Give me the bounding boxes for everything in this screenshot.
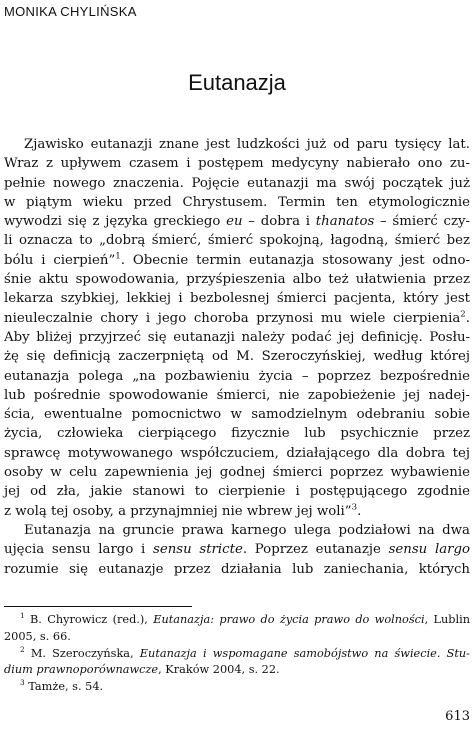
footnote-marker: 2 [20, 644, 25, 654]
text-line [4, 502, 470, 521]
text-run: Eutanazja na gruncie prawa karnego ulega podziałowi na dwa [24, 522, 470, 538]
text-line [4, 289, 470, 308]
text-run: jej od zła, jakie stanowi to cierpienie i postępującego zgodnie [4, 484, 470, 500]
text-run: żę się definicją zaczerpniętą od M. Szeroczyńskiej, według której [4, 349, 470, 365]
text-line [4, 405, 470, 424]
text-run: eu [226, 214, 243, 230]
text-run: . Poprzez eutanazje [242, 542, 389, 558]
text-line [4, 212, 470, 231]
text-run: 2005, s. 66. [4, 629, 71, 643]
text-run: dium prawnoporównawcze [4, 663, 159, 677]
text-run: M. Szeroczyńska, [24, 646, 140, 660]
text-run: ujęcia sensu largo i [4, 542, 154, 558]
running-head-author: MONIKA CHYLIŃSKA [4, 4, 137, 19]
text-line [4, 386, 470, 405]
text-line [4, 424, 470, 443]
text-run: pełnie nowego znaczenia. Pojęcie eutanazji ma swój początek już [4, 175, 470, 191]
text-run: Wraz z upływem czasem i postępem medycyny nabierało ono zu- [4, 156, 470, 172]
body-text [4, 135, 470, 579]
text-line [4, 540, 470, 559]
text-line [4, 270, 470, 289]
chapter-title: Eutanazja [188, 70, 286, 95]
text-run: rozumie się eutanazje przez działania lub zaniechania, których [4, 561, 470, 577]
text-run: śnie aktu spowodowania, przyśpieszenia albo też ułatwienia przez [4, 272, 470, 288]
footnote-line [4, 679, 470, 696]
text-run: bólu i cierpień” [4, 252, 116, 268]
text-run: w piątym wieku przed Chrystusem. Termin ten etymologicznie [4, 194, 470, 210]
footnote-line [4, 629, 470, 646]
page-number: 613 [445, 709, 470, 724]
text-run: . [465, 310, 470, 326]
text-line [4, 463, 470, 482]
text-run: sprawcę motywowanego współczuciem, działającego dla dobra tej [4, 445, 470, 461]
footnote-marker: 1 [115, 251, 121, 262]
text-line [4, 347, 470, 366]
text-run: B. Chyrowicz (red.), [24, 613, 154, 626]
text-line [4, 135, 470, 154]
text-line [4, 328, 470, 347]
text-line [4, 444, 470, 463]
text-line [4, 367, 470, 386]
text-run: , Lublin [424, 613, 470, 626]
footnote-marker: 1 [20, 611, 25, 621]
text-line [4, 560, 470, 579]
footnote-line [4, 612, 470, 629]
text-line [4, 482, 470, 501]
footnote-marker: 2 [460, 309, 466, 320]
text-run: – dobra i [242, 214, 316, 230]
footnote-marker: 3 [20, 678, 25, 688]
text-run: li oznacza to „dobrą śmierć, śmierć spokojną, łagodną, śmierć bez [4, 233, 470, 249]
text-run: Eutanazja: prawo do życia prawo do wolności [153, 613, 425, 626]
text-line [4, 193, 470, 212]
text-run: lekarza szybkiej, lekkiej i bezbolesnej śmierci pacjenta, który jest [4, 291, 470, 307]
text-run: życia, człowieka cierpiącego fizycznie lub psychicznie przez [4, 426, 470, 442]
text-run: Tamże, s. 54. [24, 680, 104, 694]
footnote-marker: 3 [351, 502, 358, 513]
text-run: thanatos [315, 214, 375, 230]
text-run: – śmierć czy- [374, 214, 470, 230]
text-run: Eutanazja i wspomagane samobójstwo na świecie. Stu- [139, 646, 470, 660]
text-run: z wolą tej osoby, a przynajmniej nie wbrew jej woli” [4, 503, 352, 519]
text-run: . [357, 503, 362, 519]
text-line [4, 251, 470, 270]
text-run: wywodzi się z języka greckiego [4, 214, 227, 230]
text-run: lub pośrednie spowodowanie śmierci, nie zapobieżenie jej nadej- [4, 387, 470, 403]
text-run: sensu stricte [153, 542, 243, 558]
text-run: . Obecnie termin eutanazja stosowany jest odno- [120, 252, 470, 268]
text-run: , Kraków 2004, s. 22. [158, 663, 280, 677]
footnote-divider [4, 606, 192, 607]
text-line [4, 174, 470, 193]
text-run: ścia, ewentualne pomocnictwo w samodzielnym odebraniu sobie [4, 407, 470, 423]
text-run: eutanazja polega „na pozbawieniu życia – poprzez bezpośrednie [4, 368, 470, 384]
text-run: Zjawisko eutanazji znane jest ludzkości już od paru tysięcy lat. [24, 137, 470, 152]
footnote-line [4, 662, 470, 679]
footnotes [4, 612, 470, 696]
text-run: Aby bliżej przyjrzeć się eutanazji należy podać jej definicję. Posłu- [4, 329, 470, 345]
text-line [4, 231, 470, 250]
text-line [4, 154, 470, 173]
text-line [4, 309, 470, 328]
text-run: osoby w celu zapewnienia jej godnej śmierci poprzez wybawienie [4, 465, 470, 481]
text-run: sensu largo [388, 542, 470, 558]
text-run: nieuleczalnie chory i jego choroba przynosi mu wiele cierpienia [4, 310, 461, 326]
footnote-line [4, 646, 470, 663]
text-line [4, 521, 470, 540]
